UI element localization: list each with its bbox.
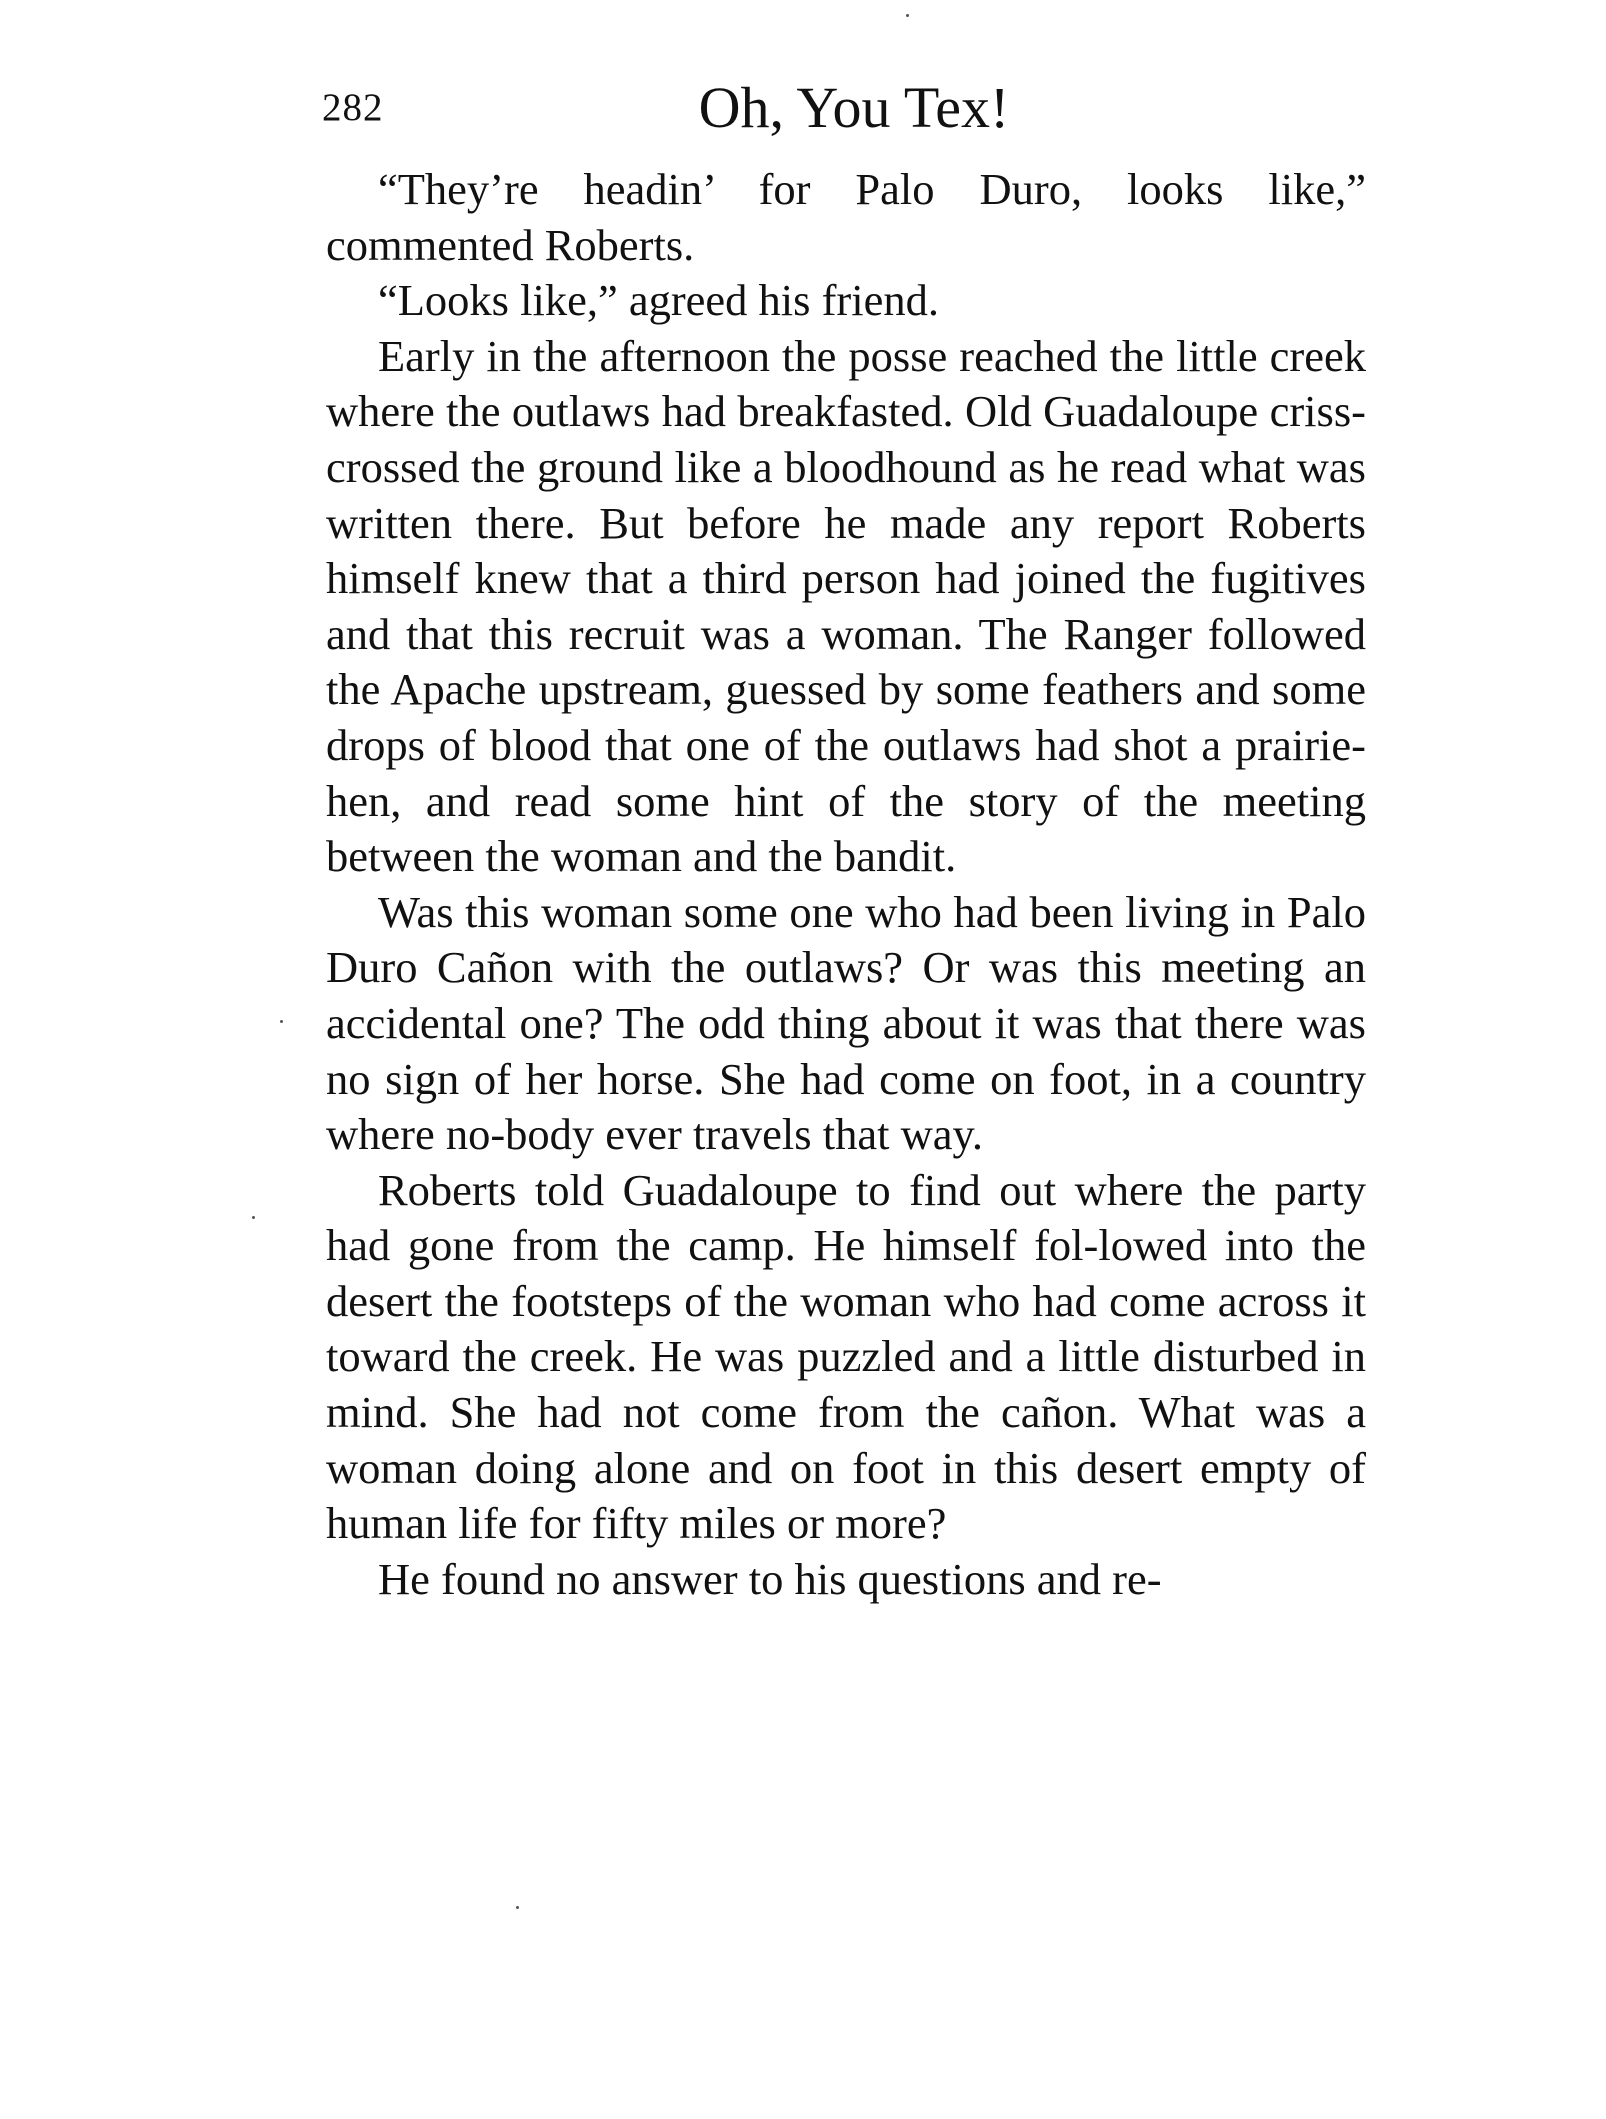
paragraph-6: He found no answer to his questions and re- bbox=[378, 1553, 1162, 1604]
running-title: Oh, You Tex! bbox=[698, 75, 1010, 140]
paragraph-1: “They’re headin’ for Palo Duro, looks like,” commented Roberts. bbox=[326, 164, 1366, 270]
page-number: 282 bbox=[322, 86, 384, 129]
paragraph-4: Was this woman some one who had been living in Palo Duro Cañon with the outlaws? Or was this meeting an accidental one? The odd thing about it was that there was no sign of her horse. She had come on foot, in a country where no-body ever travels that way. bbox=[326, 886, 1366, 1160]
scan-speck bbox=[252, 1216, 255, 1219]
paragraph-3: Early in the afternoon the posse reached the little creek where the outlaws had breakfasted. Old Guadaloupe criss-crossed the ground like a bloodhound as he read what was written there. But before he made any report Roberts himself knew that a third person had joined the fugitives and that this recruit was a woman. The Ranger followed the Apache upstream, guessed by some feathers and some drops of blood that one of the outlaws had shot a prairie-hen, and read some hint of the story of the meeting between the woman and the bandit. bbox=[326, 330, 1366, 882]
scan-speck bbox=[906, 14, 909, 17]
scan-speck bbox=[516, 1906, 519, 1909]
paragraph-2: “Looks like,” agreed his friend. bbox=[378, 275, 939, 326]
body-text bbox=[326, 162, 1366, 1607]
page-header bbox=[322, 64, 1368, 154]
paragraph-5: Roberts told Guadaloupe to find out where the party had gone from the camp. He himself fol-lowed into the desert the footsteps of the woman who had come across it toward the creek. He was puzzled and a little disturbed in mind. She had not come from the cañon. What was a woman doing alone and on foot in this desert empty of human life for fifty miles or more? bbox=[326, 1164, 1366, 1549]
scan-speck bbox=[280, 1020, 283, 1023]
